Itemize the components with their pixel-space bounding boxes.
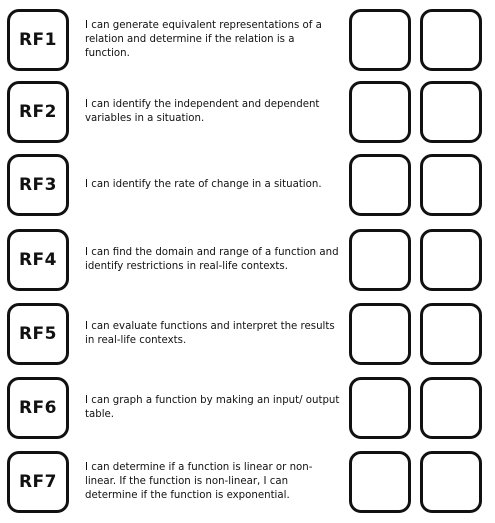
check-box-1[interactable]: [349, 9, 411, 71]
outcome-code-box: [7, 229, 69, 291]
outcome-code-box: [7, 81, 69, 143]
check-box-2[interactable]: [420, 377, 482, 439]
outcome-row-rf4: [0, 227, 495, 301]
outcome-code: RF4: [18, 250, 58, 270]
outcome-description: I can identify the rate of change in a situation.: [85, 179, 322, 190]
outcome-code: RF1: [18, 30, 58, 50]
outcome-row-rf2: [0, 79, 495, 153]
check-box-2[interactable]: [420, 9, 482, 71]
outcome-row-rf3: [0, 153, 495, 227]
check-box-1[interactable]: [349, 377, 411, 439]
outcome-code-box: [7, 377, 69, 439]
outcome-description: I can identify the independent and dependent variables in a situation.: [85, 99, 320, 124]
check-box-1[interactable]: [349, 229, 411, 291]
outcome-description: I can graph a function by making an input/ output table.: [85, 395, 340, 420]
check-box-2[interactable]: [420, 303, 482, 365]
check-box-1[interactable]: [349, 81, 411, 143]
outcome-code: RF6: [18, 398, 58, 418]
outcome-code: RF2: [18, 102, 58, 122]
check-box-1[interactable]: [349, 303, 411, 365]
outcome-description: I can determine if a function is linear or non-linear. If the function is non-linear, I can determine if the function is exponential.: [85, 462, 313, 501]
check-box-2[interactable]: [420, 154, 482, 216]
check-box-1[interactable]: [349, 154, 411, 216]
outcome-row-rf5: [0, 301, 495, 375]
outcome-row-rf7: [0, 449, 495, 523]
outcome-description: I can generate equivalent representations of a relation and determine if the relation is a function.: [85, 20, 322, 59]
outcome-row-rf6: [0, 375, 495, 449]
outcome-code-box: [7, 303, 69, 365]
outcome-description: I can find the domain and range of a function and identify restrictions in real-life contexts.: [85, 247, 339, 272]
outcome-code-box: [7, 451, 69, 513]
check-box-2[interactable]: [420, 451, 482, 513]
outcome-code: RF7: [18, 472, 58, 492]
outcome-code-box: [7, 9, 69, 71]
outcome-code-box: [7, 154, 69, 216]
outcome-description: I can evaluate functions and interpret the results in real-life contexts.: [85, 321, 335, 346]
outcome-row-rf1: [0, 5, 495, 79]
check-box-2[interactable]: [420, 229, 482, 291]
outcome-code: RF5: [18, 324, 58, 344]
outcome-code: RF3: [18, 175, 58, 195]
check-box-1[interactable]: [349, 451, 411, 513]
check-box-2[interactable]: [420, 81, 482, 143]
